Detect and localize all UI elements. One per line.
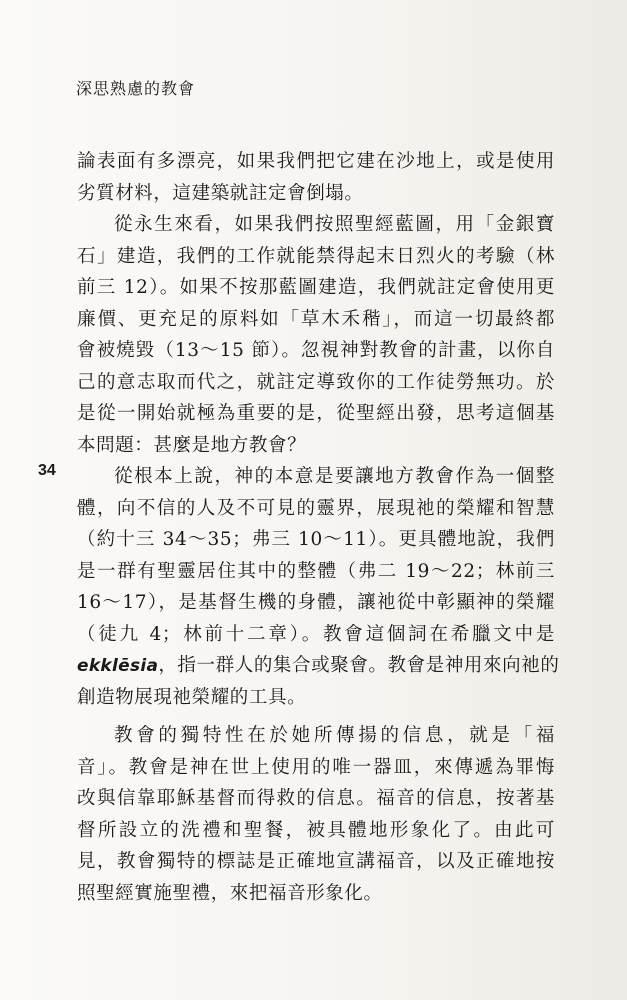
text-line: 論表面有多漂亮，如果我們把它建在沙地上，或是使用 xyxy=(77,151,555,172)
body-text xyxy=(77,146,560,909)
running-header: 深思熟慮的教會 xyxy=(76,79,196,98)
text-line: 石」建造，我們的工作就能禁得起末日烈火的考驗（林 xyxy=(77,245,555,267)
text-line: 照聖經實施聖禮，來把福音形象化。 xyxy=(77,882,383,904)
text-line: 廉價、更充足的原料如「草木禾稭」，而這一切最終都 xyxy=(77,308,555,330)
text-line: 從根本上說，神的本意是要讓地方教會作為一個整 xyxy=(114,466,555,487)
greek-term: ekklēsia xyxy=(77,656,159,676)
text-line: 是一群有聖靈居住其中的整體（弗二 19～22；林前三 xyxy=(77,560,555,582)
text-line: 創造物展現祂榮耀的工具。 xyxy=(77,686,307,708)
text-line: 教會的獨特性在於她所傳揚的信息，就是「福 xyxy=(114,725,555,746)
text-line: 見，教會獨特的標誌是正確地宣講福音，以及正確地按 xyxy=(77,851,555,872)
text-line: 會被燒毀（13～15 節）。忽視神對教會的計畫，以你自 xyxy=(77,340,555,361)
text-line: （約十三 34～35；弗三 10～11）。更具體地說，我們 xyxy=(77,529,555,550)
text-line: ekklēsia，指一群人的集合或聚會。教會是神用來向祂的 xyxy=(77,655,560,676)
text-line: 16～17），是基督生機的身體，讓祂從中彰顯神的榮耀 xyxy=(77,592,555,613)
text-line: 本問題：甚麼是地方教會？ xyxy=(77,434,307,456)
text-line: 改與信靠耶穌基督而得救的信息。福音的信息，按著基 xyxy=(77,788,555,809)
text-line: 前三 12）。如果不按那藍圖建造，我們就註定會使用更 xyxy=(77,277,555,298)
page-number: 34 xyxy=(38,462,56,479)
text-line: 督所設立的洗禮和聖餐，被具體地形象化了。由此可 xyxy=(77,819,555,841)
text-line: 從永生來看，如果我們按照聖經藍圖，用「金銀寶 xyxy=(114,214,555,235)
text-line: 是從一開始就極為重要的是，從聖經出發，思考這個基 xyxy=(77,403,555,424)
text-line: （徒九 4；林前十二章）。教會這個詞在希臘文中是 xyxy=(77,623,555,645)
text-line: 音」。教會是神在世上使用的唯一器皿，來傳遞為罪悔 xyxy=(77,756,555,778)
text-line: 體，向不信的人及不可見的靈界，展現祂的榮耀和智慧 xyxy=(77,497,555,519)
text-line: 己的意志取而代之，就註定導致你的工作徒勞無功。於 xyxy=(77,371,555,393)
text-line: 劣質材料，這建築就註定會倒塌。 xyxy=(77,182,364,204)
